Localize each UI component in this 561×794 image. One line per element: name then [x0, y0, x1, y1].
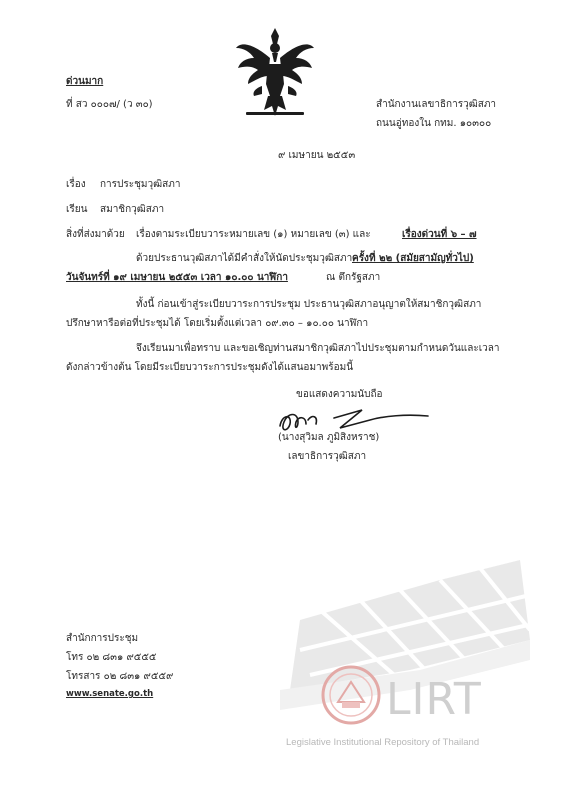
footer-department: สำนักการประชุม [66, 633, 139, 644]
body-paragraph-1-start: ด้วยประธานวุฒิสภาได้มีคำสั่งให้นัดประชุมวุฒิสภา [136, 253, 353, 264]
recipient-value: สมาชิกวุฒิสภา [100, 204, 165, 215]
recipient-label: เรียน [66, 204, 88, 215]
attachments-urgent-items: เรื่องด่วนที่ ๖ – ๗ [402, 229, 477, 240]
document-number: ที่ สว ๐๐๐๗/ (ว ๓๐) [66, 99, 153, 110]
subject-label: เรื่อง [66, 179, 86, 190]
subject-value: การประชุมวุฒิสภา [100, 179, 181, 190]
body-meeting-venue: ณ ตึกรัฐสภา [326, 272, 381, 283]
garuda-emblem-icon [232, 26, 318, 120]
footer-fax: โทรสาร ๐๒ ๘๓๑ ๙๕๕๙ [66, 671, 174, 682]
urgency-label: ด่วนมาก [66, 76, 104, 87]
body-session-number: ครั้งที่ ๒๒ (สมัยสามัญทั่วไป) [352, 253, 474, 264]
office-name: สำนักงานเลขาธิการวุฒิสภา [376, 99, 497, 110]
document-date: ๙ เมษายน ๒๕๕๓ [278, 150, 356, 161]
body-paragraph-2-line-2: ปรึกษาหารือต่อที่ประชุมได้ โดยเริ่มตั้งแต่เวลา ๐๙.๓๐ – ๑๐.๐๐ นาฬิกา [66, 318, 369, 329]
closing-salutation: ขอแสดงความนับถือ [296, 389, 383, 400]
body-paragraph-3-line-1: จึงเรียนมาเพื่อทราบ และขอเชิญท่านสมาชิกวุฒิสภาไปประชุมตามกำหนดวันและเวลา [136, 343, 500, 354]
signer-title: เลขาธิการวุฒิสภา [288, 451, 367, 462]
parliament-seal-icon [320, 664, 382, 726]
footer-phone: โทร ๐๒ ๘๓๑ ๙๕๕๕ [66, 652, 157, 663]
office-address: ถนนอู่ทองใน กทม. ๑๐๓๐๐ [376, 118, 492, 129]
lirt-logo-text: LIRT [386, 674, 482, 725]
body-paragraph-2-line-1: ทั้งนี้ ก่อนเข้าสู่ระเบียบวาระการประชุม ประธานวุฒิสภาอนุญาตให้สมาชิกวุฒิสภา [136, 299, 482, 310]
attachments-label: สิ่งที่ส่งมาด้วย [66, 229, 125, 240]
repository-watermark-graphic [280, 540, 540, 770]
attachments-value: เรื่องตามระเบียบวาระหมายเลข (๑) หมายเลข (๓) และ [136, 229, 371, 240]
watermark-caption: Legislative Institutional Repository of Thailand [286, 737, 480, 748]
signer-name: (นางสุวิมล ภูมิสิงหราช) [278, 432, 380, 443]
footer-website-link[interactable]: www.senate.go.th [66, 689, 154, 699]
body-paragraph-3-line-2: ดังกล่าวข้างต้น โดยมีระเบียบวาระการประชุมดังได้แสนอมาพร้อมนี้ [66, 362, 354, 373]
body-meeting-datetime: วันจันทร์ที่ ๑๙ เมษายน ๒๕๕๓ เวลา ๑๐.๐๐ นาฬิกา [66, 272, 288, 283]
